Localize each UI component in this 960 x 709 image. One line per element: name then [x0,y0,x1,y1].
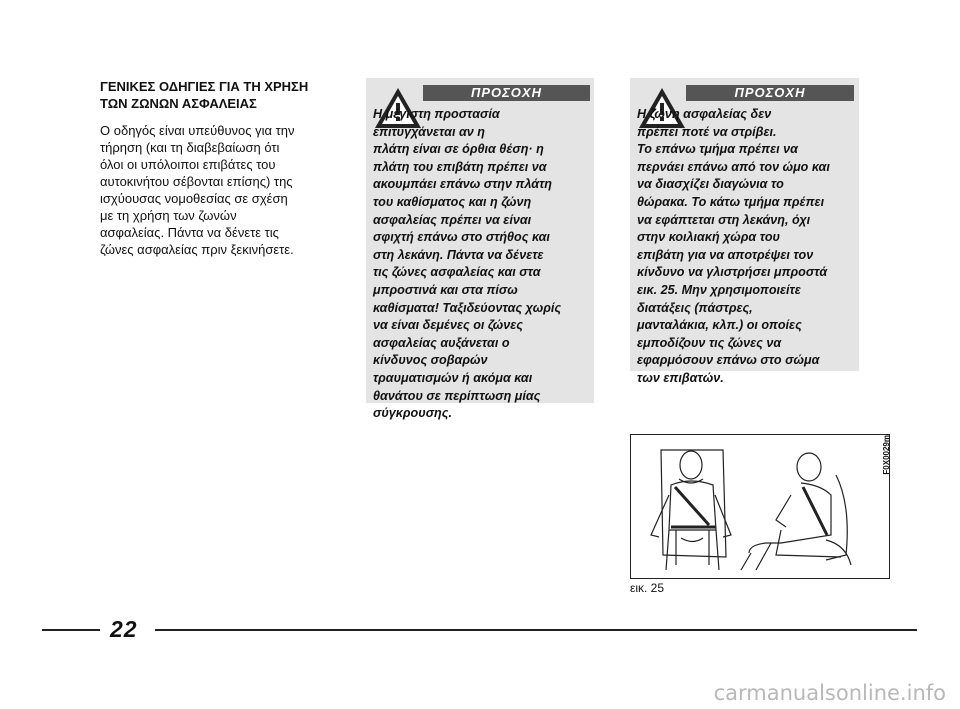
warning-text: Η μέγιστη προστασία επιτυγχάνεται αν η πλάτη είναι σε όρθια θέση· η πλάτη του επιβάτη πρέπει να ακουμπάει επάνω στην πλάτη του καθίσματος και η ζώνη ασφαλείας πρέπει να είναι σφιχτή επάνω στο στήθος και στη λεκάνη. Πάντα να δένετε τις ζώνες ασφαλείας και στα μπροστινά και στα πίσω καθίσματα! Ταξιδεύοντας χωρίς να είναι δεμένες οι ζώνες ασφαλείας αυξάνεται ο κίνδυνος σοβαρών τραυματισμών ή ακόμα και θανάτου σε περίπτωση μίας σύγκρουσης. [373,107,562,421]
warning-box-belt-routing [630,78,859,385]
section-heading: ΓΕΝΙΚΕΣ ΟΔΗΓΙΕΣ ΓΙΑ ΤΗ ΧΡΗΣΗ ΤΩΝ ΖΩΝΩΝ ΑΣΦΑΛΕΙΑΣ [100,79,309,111]
section-body-text: Ο οδηγός είναι υπεύθυνος για την τήρηση (και τη διαβεβαίωση ότι όλοι οι υπόλοιποι επιβάτες του αυτοκινήτου σέβονται επίσης) της ισχύουσας νομοθεσίας σε σχέση με τη χρήση των ζωνών ασφαλείας. Πάντα να δένετε τις ζώνες ασφαλείας πριν ξεκινήσετε. [100,123,295,257]
general-instructions-section [100,78,348,258]
warning-text: Η ζώνη ασφαλείας δεν πρέπει ποτέ να στρίβει. Το επάνω τμήμα πρέπει να περνάει επάνω από τον ώμο και να διασχίζει διαγώνια το θώρακα. Το κάτω τμήμα πρέπει να εφάπτεται στη λεκάνη, όχι στην κοιλιακή χώρα του επιβάτη για να αποτρέψει τον κίνδυνο να γλιστρήσει μπροστά εικ. 25. Μην χρησιμοποιείτε διατάξεις (πάστρες, μανταλάκια, κλπ.) οι οποίες εμποδίζουν τις ζώνες να εφαρμόσουν επάνω στο σώμα των επιβατών. [637,107,830,385]
warning-header: ΠΡΟΣΟΧΗ [686,85,854,101]
figure-caption: εικ. 25 [630,581,665,595]
warning-header: ΠΡΟΣΟΧΗ [423,85,590,101]
footer-rule-left [42,629,100,631]
seatbelt-illustration [630,434,890,579]
warning-box-posture [366,78,594,421]
figure-code: F0X0029m [882,435,891,475]
footer-rule-right [155,629,917,631]
watermark: carmanualsonline.info [713,681,946,705]
seated-passengers-drawing [631,435,871,578]
page-number: 22 [110,616,138,642]
